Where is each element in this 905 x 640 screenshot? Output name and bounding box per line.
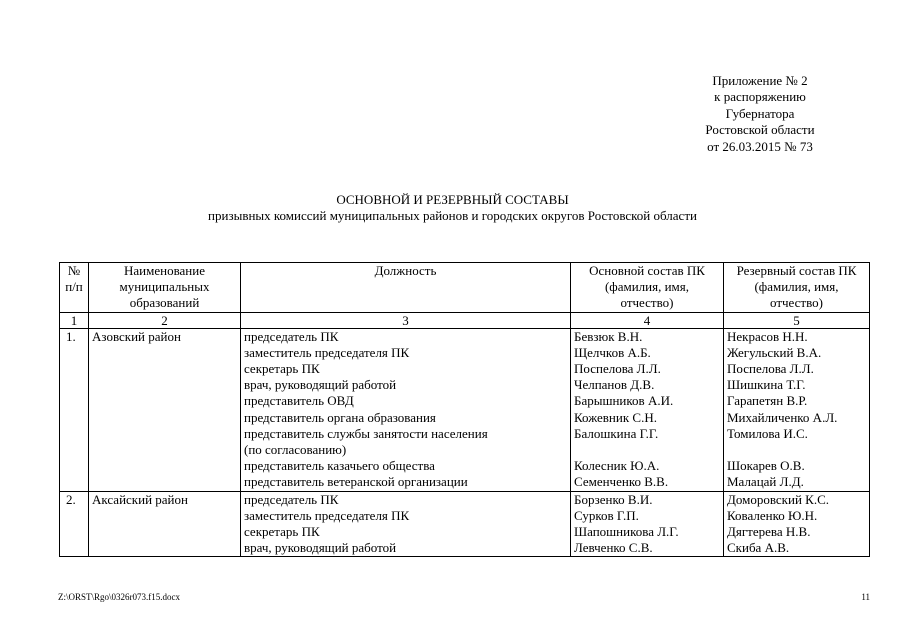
reserve-member-cell: Шокарев О.В. [724,458,870,474]
row-number: 1. [60,328,89,345]
position-cell: представитель ОВД [241,393,571,409]
header-reserve-staff [724,263,870,313]
municipality-name [89,410,241,426]
column-number: 4 [571,312,724,328]
row-number [60,508,89,524]
position-cell: представитель казачьего общества [241,458,571,474]
municipality-name [89,524,241,540]
table-row [60,345,870,361]
header-line: Резервный состав ПК [736,263,857,278]
appendix-line: Губернатора [725,105,795,121]
reserve-member-cell: Шишкина Т.Г. [724,377,870,393]
position-cell: председатель ПК [241,328,571,345]
municipality-group [60,328,870,491]
reserve-member-cell: Малацай Л.Д. [724,474,870,491]
footer-file-path: Z:\ORST\Rgo\0326r073.f15.docx [58,592,180,602]
column-number: 2 [89,312,241,328]
appendix-line: Ростовской области [705,122,815,138]
municipality-group [60,491,870,557]
header-line: Основной состав ПК [589,263,705,278]
header-number [60,263,89,313]
column-number: 3 [241,312,571,328]
main-member-cell: Борзенко В.И. [571,491,724,508]
appendix-line: от 26.03.2015 № 73 [707,138,813,154]
header-line: отчество) [620,295,674,311]
main-member-cell: Кожевник С.Н. [571,410,724,426]
header-line: (фамилия, имя, [754,279,839,295]
reserve-member-cell: Жегульский В.А. [724,345,870,361]
main-member-cell: Челпанов Д.В. [571,377,724,393]
municipality-name [89,426,241,442]
reserve-member-cell: Томилова И.С. [724,426,870,442]
document-subtitle: призывных комиссий муниципальных районов и городских округов Ростовской области [208,208,697,223]
row-number [60,426,89,442]
table-row [60,524,870,540]
row-number [60,540,89,557]
main-member-cell: Шапошникова Л.Г. [571,524,724,540]
main-member-cell: Сурков Г.П. [571,508,724,524]
appendix-block [650,73,870,155]
table-row [60,540,870,557]
main-member-cell: Левченко С.В. [571,540,724,557]
municipality-name [89,458,241,474]
position-cell: заместитель председателя ПК [241,345,571,361]
table-row [60,474,870,491]
table-header [60,263,870,329]
municipality-name [89,377,241,393]
header-municipality [89,263,241,313]
table-row [60,426,870,442]
header-main-staff [571,263,724,313]
row-number [60,524,89,540]
row-number [60,361,89,377]
main-member-cell: Барышников А.И. [571,393,724,409]
row-number [60,442,89,458]
table-row [60,508,870,524]
municipality-name [89,361,241,377]
municipality-name [89,345,241,361]
reserve-member-cell: Скиба А.В. [724,540,870,557]
reserve-member-cell: Михайличенко А.Л. [724,410,870,426]
position-cell: представитель ветеранской организации [241,474,571,491]
header-line: отчество) [770,295,823,311]
position-cell: секретарь ПК [241,524,571,540]
column-number: 5 [724,312,870,328]
row-number: 2. [60,491,89,508]
reserve-member-cell: Поспелова Л.Л. [724,361,870,377]
main-member-cell: Поспелова Л.Л. [571,361,724,377]
row-number [60,377,89,393]
header-line: (фамилия, имя, [604,279,690,295]
appendix-line: к распоряжению [714,89,806,105]
main-member-cell: Щелчков А.Б. [571,345,724,361]
reserve-member-cell [724,442,870,458]
header-line: муниципальных [119,279,210,295]
position-cell: председатель ПК [241,491,571,508]
table-row [60,361,870,377]
main-member-cell [571,442,724,458]
row-number [60,393,89,409]
reserve-member-cell: Некрасов Н.Н. [724,328,870,345]
header-line: Наименование [124,263,205,278]
municipality-name: Азовский район [89,328,241,345]
position-cell: врач, руководящий работой [241,377,571,393]
municipality-name [89,442,241,458]
header-line: Должность [374,263,437,278]
document-title: ОСНОВНОЙ И РЕЗЕРВНЫЙ СОСТАВЫ [336,192,569,207]
header-line: № [67,263,81,278]
position-cell: заместитель председателя ПК [241,508,571,524]
column-number: 1 [60,312,89,328]
main-member-cell: Бевзюк В.Н. [571,328,724,345]
reserve-member-cell: Дягтерева Н.В. [724,524,870,540]
reserve-member-cell: Доморовский К.С. [724,491,870,508]
table-row [60,442,870,458]
table-row [60,491,870,508]
reserve-member-cell: Коваленко Ю.Н. [724,508,870,524]
table-row [60,410,870,426]
header-line: п/п [65,279,83,295]
municipality-name [89,508,241,524]
table-row [60,328,870,345]
position-cell: врач, руководящий работой [241,540,571,557]
appendix-line: Приложение № 2 [712,73,808,88]
position-cell: секретарь ПК [241,361,571,377]
position-cell: представитель службы занятости населения [241,426,571,442]
column-number-row [60,312,870,328]
table-row [60,458,870,474]
header-line: образований [129,295,200,311]
main-member-cell: Балошкина Г.Г. [571,426,724,442]
position-cell: (по согласованию) [241,442,571,458]
position-cell: представитель органа образования [241,410,571,426]
municipality-name [89,474,241,491]
commission-table [59,262,870,557]
table-row [60,393,870,409]
row-number [60,345,89,361]
municipality-name [89,540,241,557]
municipality-name: Аксайский район [89,491,241,508]
main-member-cell: Колесник Ю.А. [571,458,724,474]
row-number [60,474,89,491]
header-row [60,263,870,313]
table-row [60,377,870,393]
reserve-member-cell: Гарапетян В.Р. [724,393,870,409]
municipality-name [89,393,241,409]
footer-page-number: 11 [861,592,870,602]
header-position [241,263,571,313]
row-number [60,410,89,426]
row-number [60,458,89,474]
main-member-cell: Семенченко В.В. [571,474,724,491]
